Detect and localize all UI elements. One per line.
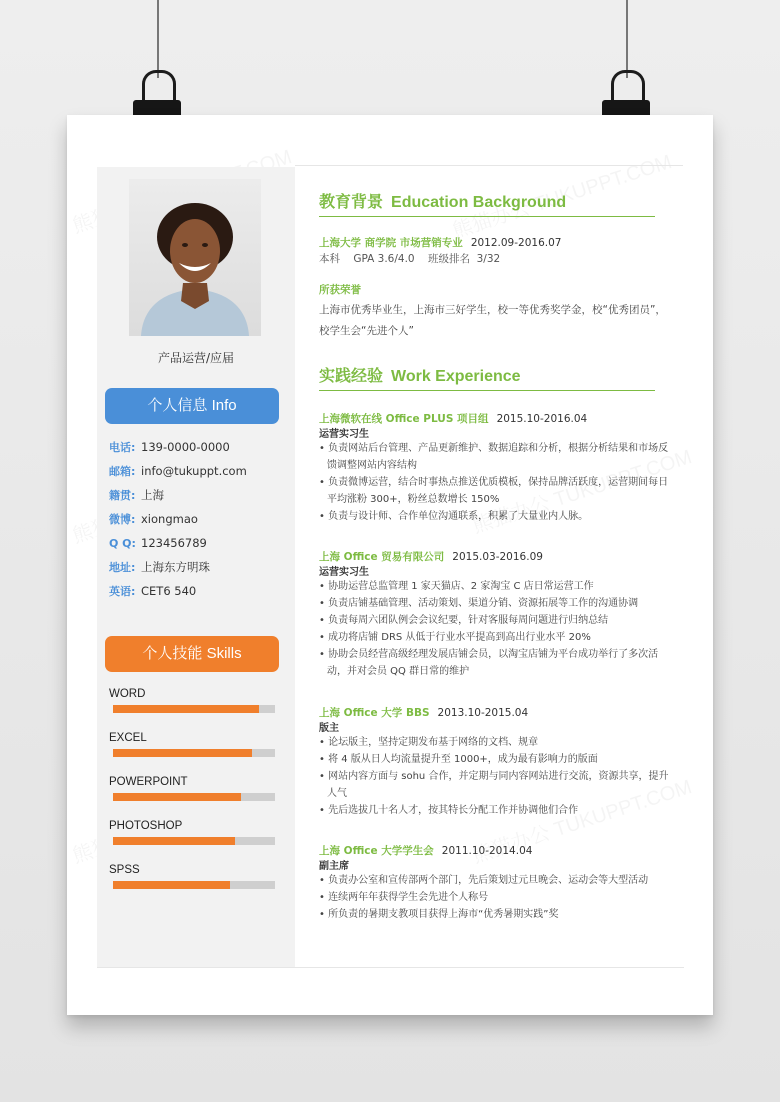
skill-item: POWERPOINT — [109, 773, 279, 817]
skill-item: WORD — [109, 685, 279, 729]
list-item: • 负责店铺基础管理、活动策划、渠道分销、资源拓展等工作的沟通协调 — [319, 595, 672, 612]
info-row-weibo: 微博: xiongmao — [109, 512, 198, 526]
list-item: • 负责与设计师、合作单位沟通联系，积累了大量业内人脉。 — [319, 508, 672, 525]
info-row-email: 邮箱: info@tukuppt.com — [109, 464, 247, 478]
list-item: • 负责网站后台管理、产品更新维护、数据追踪和分析，根据分析结果和市场反馈调整网站内容结构 — [319, 440, 672, 474]
job-role: 版主 — [319, 723, 339, 734]
contact-info-list — [109, 435, 247, 603]
skill-bar-fill — [113, 749, 252, 757]
job-bullets — [319, 734, 672, 819]
skills-heading: 个人技能 Skills — [105, 636, 279, 672]
job-bullets — [319, 440, 672, 525]
sidebar — [97, 167, 295, 967]
info-row-address: 地址: 上海东方明珠 — [109, 560, 210, 574]
job-bullets — [319, 578, 672, 680]
job-header: 上海微软在线 Office PLUS 项目组 2015.10-2016.04 — [319, 413, 588, 425]
skill-bar-fill — [113, 793, 241, 801]
list-item: • 连续两年年获得学生会先进个人称号 — [319, 889, 672, 906]
info-row-qq: Q Q: 123456789 — [109, 536, 207, 550]
honors-title: 所获荣誉 — [319, 284, 361, 296]
skill-bar — [113, 837, 275, 845]
skill-list — [109, 685, 279, 905]
job-header: 上海 Office 大学学生会 2011.10-2014.04 — [319, 845, 533, 857]
profile-photo — [129, 179, 261, 336]
skill-bar — [113, 793, 275, 801]
info-row-hometown: 籍贯: 上海 — [109, 488, 164, 502]
job-bullets — [319, 872, 672, 923]
education-section-title: 教育背景 Education Background — [319, 189, 655, 217]
education-school-line: 上海大学 商学院 市场营销专业 2012.09-2016.07 — [319, 237, 562, 249]
experience-section-title: 实践经验 Work Experience — [319, 363, 655, 391]
divider — [97, 967, 684, 968]
list-item: • 所负责的暑期支教项目获得上海市“优秀暑期实践”奖 — [319, 906, 672, 923]
list-item: • 负责微博运营，结合时事热点推送优质模板，保持品牌活跃度，运营期间每日平均涨粉 300+，粉丝总数增长 150% — [319, 474, 672, 508]
skill-bar — [113, 881, 275, 889]
job-role: 运营实习生 — [319, 429, 369, 440]
list-item: • 先后选拔几十名人才，按其特长分配工作并协调他们合作 — [319, 802, 672, 819]
info-row-english: 英语: CET6 540 — [109, 584, 197, 598]
skill-bar-fill — [113, 705, 259, 713]
info-row-phone: 电话: 139-0000-0000 — [109, 440, 230, 454]
job-title: 产品运营/应届 — [157, 351, 235, 365]
list-item: • 论坛版主，坚持定期发布基于网络的文档、规章 — [319, 734, 672, 751]
skill-bar — [113, 749, 275, 757]
list-item: • 成功将店铺 DRS 从低于行业水平提高到高出行业水平 20% — [319, 629, 672, 646]
skill-bar-fill — [113, 881, 230, 889]
list-item: • 协助运营总监管理 1 家天猫店、2 家淘宝 C 店日常运营工作 — [319, 578, 672, 595]
list-item: • 网站内容方面与 sohu 合作，并定期与同内容网站进行交流，资源共享，提升人气 — [319, 768, 672, 802]
resume-sheet — [67, 115, 713, 1015]
honors-text: 上海市优秀毕业生，上海市三好学生，校一等优秀奖学金，校“优秀团员”，校学生会“先进个人” — [319, 304, 666, 337]
divider — [295, 165, 683, 166]
skill-bar — [113, 705, 275, 713]
job-role: 副主席 — [319, 861, 349, 872]
job-header: 上海 Office 贸易有限公司 2015.03-2016.09 — [319, 551, 543, 563]
education-degree-line: 本科 GPA 3.6/4.0 班级排名 3/32 — [319, 253, 501, 265]
list-item: • 将 4 版从日人均流量提升至 1000+，成为最有影响力的版面 — [319, 751, 672, 768]
list-item: • 负责每周六团队例会会议纪要，针对客服每周问题进行归纳总结 — [319, 612, 672, 629]
list-item: • 协助会员经营高级经理发展店铺会员，以淘宝店铺为平台成功举行了多次活动，并对会员 QQ 群日常的维护 — [319, 646, 672, 680]
skill-item: EXCEL — [109, 729, 279, 773]
list-item: • 负责办公室和宣传部两个部门，先后策划过元旦晚会、运动会等大型活动 — [319, 872, 672, 889]
info-heading: 个人信息 Info — [105, 388, 279, 424]
skill-bar-fill — [113, 837, 235, 845]
skill-item: PHOTOSHOP — [109, 817, 279, 861]
job-header: 上海 Office 大学 BBS 2013.10-2015.04 — [319, 707, 529, 719]
job-role: 运营实习生 — [319, 567, 369, 578]
skill-item: SPSS — [109, 861, 279, 905]
